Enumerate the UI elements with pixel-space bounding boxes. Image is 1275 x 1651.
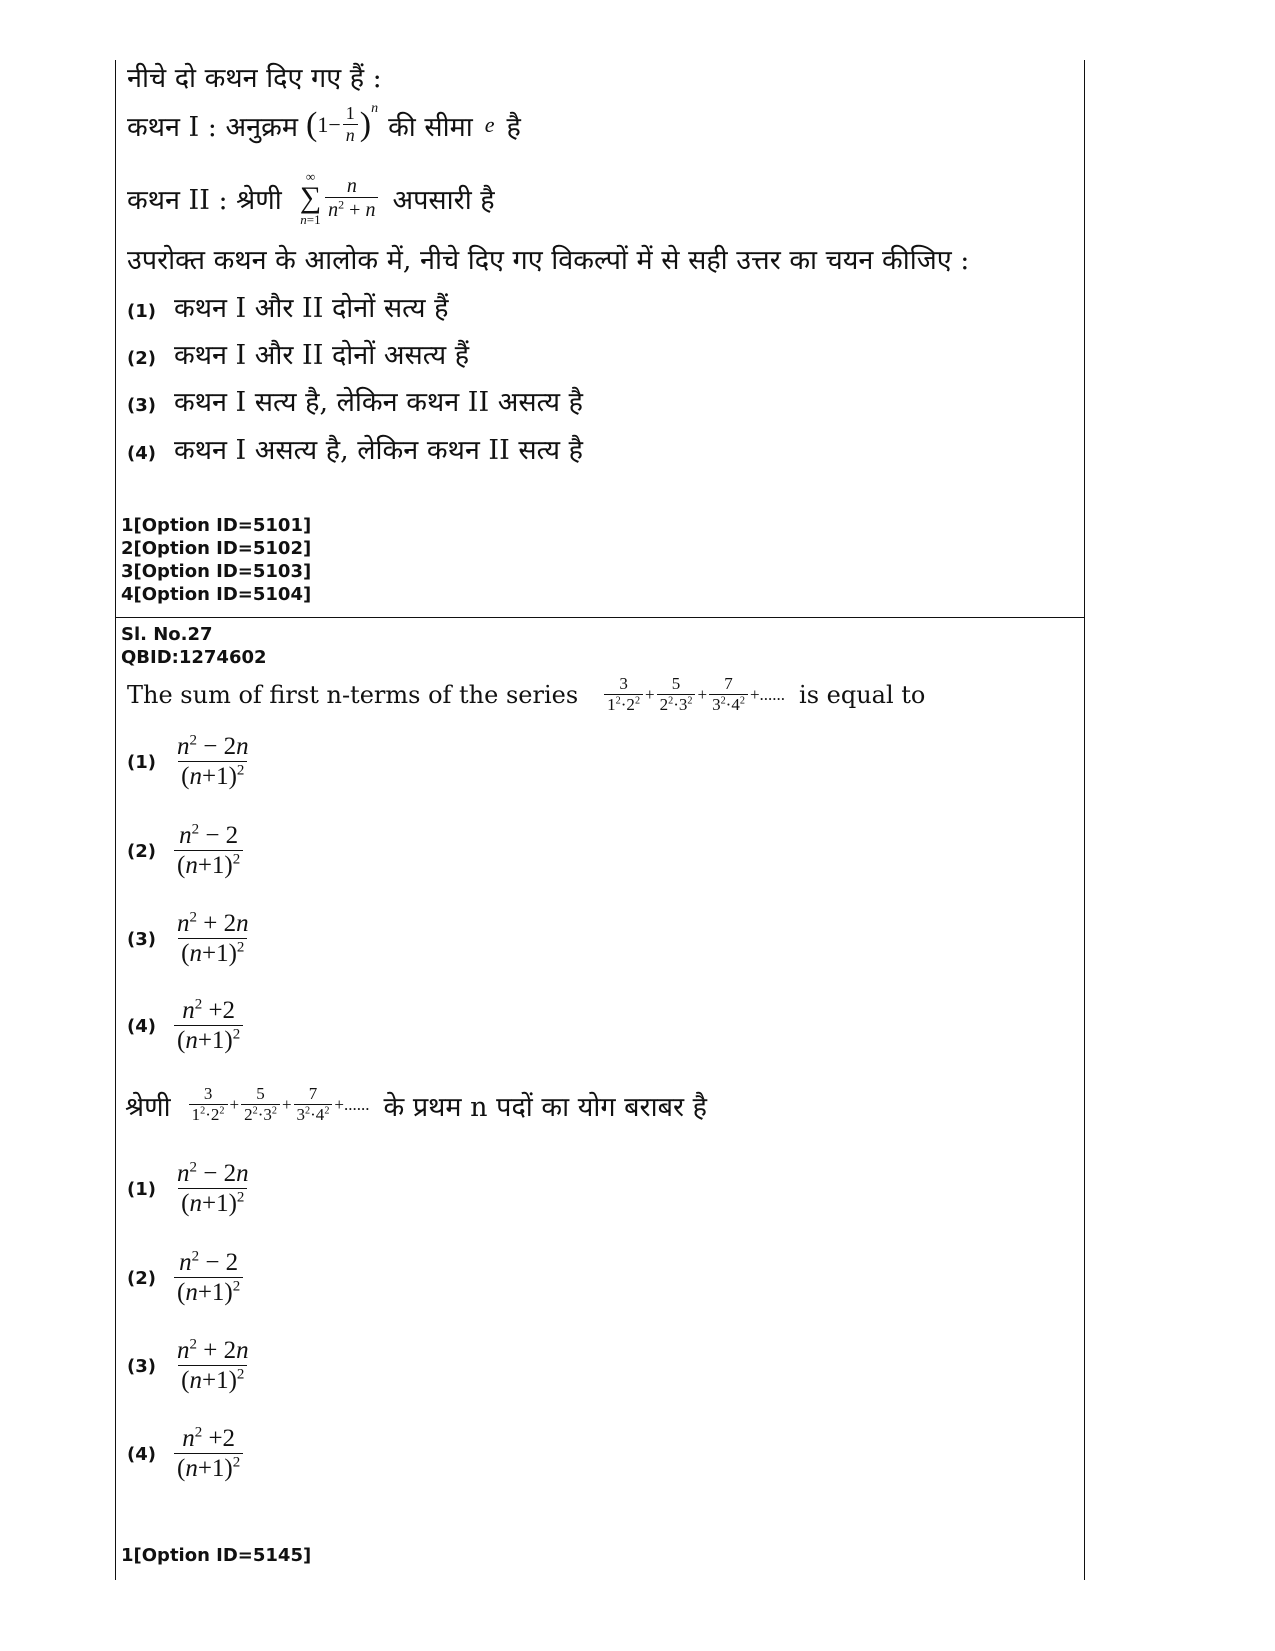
q27-hi-option-3 xyxy=(127,1337,254,1396)
q26-option-1 xyxy=(127,288,449,325)
q27-question-en xyxy=(127,675,925,715)
option-number: (2) xyxy=(127,348,156,369)
option-number: (3) xyxy=(127,395,156,416)
q26-sequence-formula: ( 1 − $\frac{1}{n}$ ) $^n$ xyxy=(305,101,379,145)
q26-s1-prefix: कथन I : अनुक्रम xyxy=(127,111,298,143)
q26-option-4 xyxy=(127,430,583,467)
option-id: 4[Option ID=5104] xyxy=(121,584,312,605)
q27-en-option-4 xyxy=(127,997,245,1056)
q26-s2-prefix: कथन II : श्रेणी xyxy=(127,184,282,216)
option-number: (4) xyxy=(127,443,156,464)
option-formula: $\frac{n^2 - 2n}{(n+1)^2}$ xyxy=(176,732,249,790)
qbid: QBID:1274602 xyxy=(121,647,267,668)
option-text: कथन I सत्य है, लेकिन कथन II असत्य है xyxy=(173,387,583,418)
left-border xyxy=(115,60,116,1580)
q26-option-2 xyxy=(127,335,469,372)
q26-intro: नीचे दो कथन दिए गए हैं : xyxy=(127,63,382,94)
q26-option-ids xyxy=(121,514,311,606)
q26-s1-e: e xyxy=(484,112,495,138)
q26-option-3 xyxy=(127,382,583,419)
q27-hi-prefix: श्रेणी xyxy=(125,1091,171,1123)
option-number: (1) xyxy=(127,301,156,322)
option-formula: $\frac{n^2 + 2n}{(n+1)^2}$ xyxy=(176,909,249,967)
q27-en-option-2 xyxy=(127,822,245,881)
q26-statement-1 xyxy=(127,101,521,146)
q27-en-prefix: The sum of first n-terms of the series xyxy=(127,681,579,710)
option-formula: $\frac{n^2 + 2n}{(n+1)^2}$ xyxy=(176,1336,249,1394)
option-number: (4) xyxy=(127,1443,156,1465)
q27-header xyxy=(121,623,267,669)
question-divider xyxy=(115,617,1085,618)
q27-en-option-3 xyxy=(127,910,254,969)
q27-en-suffix: is equal to xyxy=(799,681,926,710)
option-text: कथन I और II दोनों सत्य हैं xyxy=(173,293,449,324)
option-number: (2) xyxy=(127,1267,156,1289)
q27-series-en: $\frac{3}{1^2\cdot 2^2}$ + $\frac{5}{2^2\cdot 3^2}$ + $\frac{7}{3^2\cdot 4^2}$ +...... xyxy=(602,675,785,715)
q27-question-hi xyxy=(125,1085,707,1125)
q26-s1-end: है xyxy=(506,111,521,143)
q27-series-hi: $\frac{3}{1^2\cdot 2^2}$ + $\frac{5}{2^2\cdot 3^2}$ + $\frac{7}{3^2\cdot 4^2}$ +...... xyxy=(187,1085,370,1125)
q27-hi-option-1 xyxy=(127,1160,254,1219)
q27-en-option-1 xyxy=(127,733,254,792)
right-border xyxy=(1084,60,1085,1580)
option-number: (2) xyxy=(127,840,156,862)
option-id: 1[Option ID=5101] xyxy=(121,515,312,536)
option-text: कथन I असत्य है, लेकिन कथन II सत्य है xyxy=(173,435,583,466)
q26-series-formula: ∞ ∑ n=1 $\frac{n}{n^2 + n}$ xyxy=(300,170,381,226)
option-formula: $\frac{n^2 - 2}{(n+1)^2}$ xyxy=(174,822,243,881)
sl-no: Sl. No.27 xyxy=(121,624,213,645)
option-number: (3) xyxy=(127,928,156,950)
option-number: (1) xyxy=(127,1178,156,1200)
option-formula: $\frac{n^2 - 2}{(n+1)^2}$ xyxy=(174,1249,243,1308)
option-number: (4) xyxy=(127,1015,156,1037)
q27-option-id: 1[Option ID=5145] xyxy=(121,1545,312,1566)
option-formula: $\frac{n^2 - 2n}{(n+1)^2}$ xyxy=(176,1159,249,1217)
q27-hi-suffix: के प्रथम n पदों का योग बराबर है xyxy=(383,1091,707,1123)
q26-s1-suffix: की सीमा xyxy=(388,111,473,143)
q26-statement-2 xyxy=(127,170,495,226)
option-number: (3) xyxy=(127,1355,156,1377)
option-number: (1) xyxy=(127,751,156,773)
option-id: 3[Option ID=5103] xyxy=(121,561,312,582)
q27-hi-option-2 xyxy=(127,1249,245,1308)
option-formula: $\frac{n^2 +2}{(n+1)^2}$ xyxy=(174,997,243,1056)
q26-s2-suffix: अपसारी है xyxy=(392,184,495,216)
option-text: कथन I और II दोनों असत्य हैं xyxy=(173,340,470,371)
option-id: 2[Option ID=5102] xyxy=(121,538,312,559)
q26-instruction: उपरोक्त कथन के आलोक में, नीचे दिए गए विकल्पों में से सही उत्तर का चयन कीजिए : xyxy=(127,245,970,276)
option-formula: $\frac{n^2 +2}{(n+1)^2}$ xyxy=(174,1425,243,1484)
q27-hi-option-4 xyxy=(127,1425,245,1484)
